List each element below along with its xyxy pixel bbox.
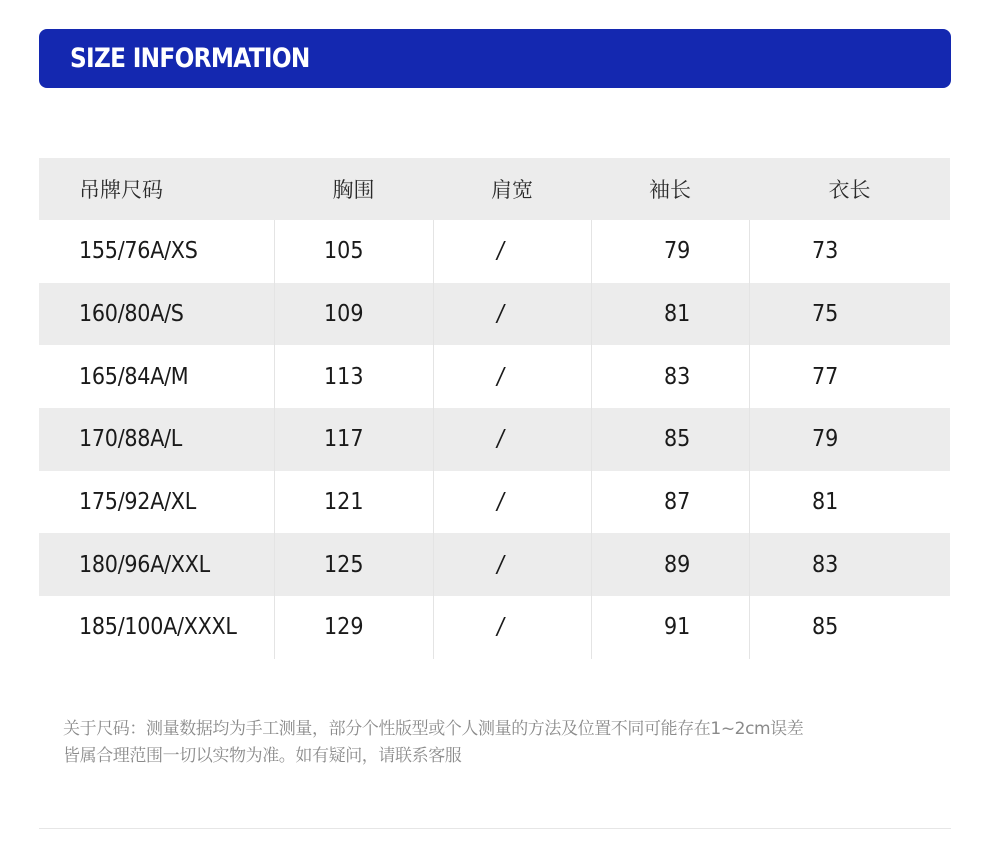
cell-shoulder: / [433,408,591,471]
cell-length: 73 [749,220,950,283]
cell-shoulder: / [433,533,591,596]
table-header-row [39,158,950,220]
cell-length: 81 [749,471,950,534]
cell-shoulder: / [433,220,591,283]
bottom-divider [39,828,951,829]
cell-sleeve: 87 [591,471,749,534]
cell-length: 77 [749,345,950,408]
cell-length: 83 [749,533,950,596]
cell-tag-size: 175/92A/XL [79,489,196,516]
table-row [39,345,950,408]
cell-chest: 117 [274,408,433,471]
column-header-length: 衣长 [828,178,871,202]
size-table [39,158,950,659]
cell-shoulder: / [433,283,591,346]
table-row [39,220,950,283]
column-header-sleeve: 袖长 [649,178,691,202]
header-banner [39,29,951,88]
cell-length: 85 [749,596,950,659]
cell-chest: 113 [274,345,433,408]
cell-sleeve: 91 [591,596,749,659]
cell-chest: 129 [274,596,433,659]
size-note [63,716,963,770]
table-row [39,471,950,534]
cell-sleeve: 89 [591,533,749,596]
cell-tag-size: 155/76A/XS [79,238,198,265]
cell-tag-size: 180/96A/XXL [79,551,210,578]
column-header-tag-size: 吊牌尺码 [79,178,163,202]
cell-chest: 105 [274,220,433,283]
cell-sleeve: 81 [591,283,749,346]
cell-length: 75 [749,283,950,346]
cell-sleeve: 83 [591,345,749,408]
cell-chest: 121 [274,471,433,534]
cell-chest: 109 [274,283,433,346]
cell-tag-size: 160/80A/S [79,301,184,328]
page-title: SIZE INFORMATION [70,43,310,74]
column-header-chest: 胸围 [332,178,375,202]
table-row [39,283,950,346]
cell-shoulder: / [433,345,591,408]
cell-tag-size: 165/84A/M [79,363,189,390]
table-row [39,596,950,659]
column-header-shoulder: 肩宽 [491,178,533,202]
note-line-2: 皆属合理范围一切以实物为准。如有疑问，请联系客服 [63,746,462,766]
cell-sleeve: 79 [591,220,749,283]
table-row [39,533,950,596]
cell-tag-size: 185/100A/XXXL [79,614,237,641]
table-row [39,408,950,471]
cell-tag-size: 170/88A/L [79,426,183,453]
cell-shoulder: / [433,471,591,534]
cell-chest: 125 [274,533,433,596]
cell-shoulder: / [433,596,591,659]
cell-sleeve: 85 [591,408,749,471]
cell-length: 79 [749,408,950,471]
note-line-1: 关于尺码：测量数据均为手工测量，部分个性版型或个人测量的方法及位置不同可能存在1~2cm误差 [63,719,804,739]
